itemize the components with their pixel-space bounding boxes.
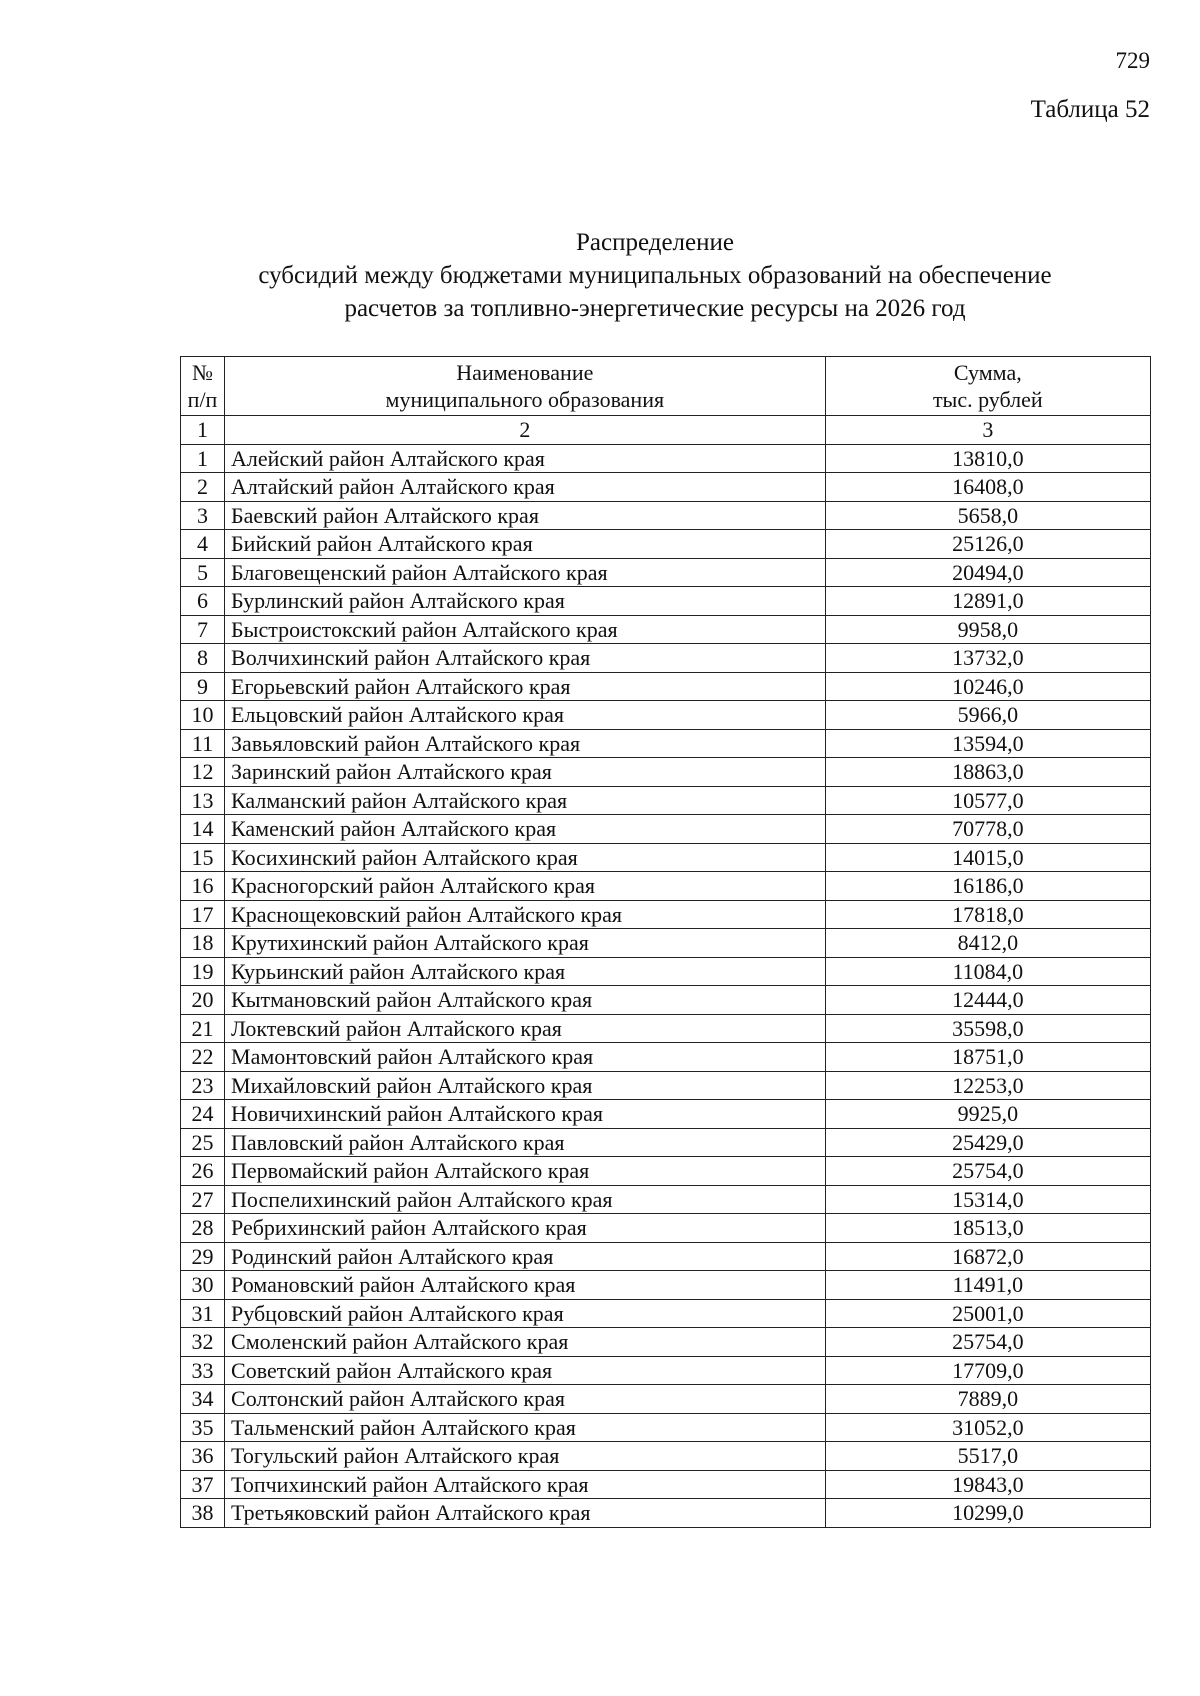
municipality-name: Егорьевский район Алтайского края	[225, 672, 826, 701]
municipality-name: Локтевский район Алтайского края	[225, 1014, 826, 1043]
subsidy-amount: 10246,0	[825, 672, 1150, 701]
table-row	[181, 957, 1151, 986]
table-row	[181, 1014, 1151, 1043]
row-number: 5	[181, 558, 225, 587]
row-number: 19	[181, 957, 225, 986]
column-number-2: 2	[225, 416, 826, 445]
row-number: 30	[181, 1271, 225, 1300]
municipality-name: Поспелихинский район Алтайского края	[225, 1185, 826, 1214]
header-sum-line-1: Сумма,	[953, 360, 1022, 385]
subsidy-amount: 5966,0	[825, 701, 1150, 730]
table-row	[181, 1442, 1151, 1471]
table-row	[181, 843, 1151, 872]
subsidy-amount: 18513,0	[825, 1214, 1150, 1243]
table-row	[181, 672, 1151, 701]
row-number: 10	[181, 701, 225, 730]
municipality-name: Рубцовский район Алтайского края	[225, 1299, 826, 1328]
table-row	[181, 1128, 1151, 1157]
municipality-name: Курьинский район Алтайского края	[225, 957, 826, 986]
municipality-name: Краснощековский район Алтайского края	[225, 900, 826, 929]
table-row	[181, 929, 1151, 958]
municipality-name: Бийский район Алтайского края	[225, 530, 826, 559]
municipality-name: Каменский район Алтайского края	[225, 815, 826, 844]
header-name-line-1: Наименование	[456, 360, 594, 385]
subsidy-amount: 70778,0	[825, 815, 1150, 844]
subsidy-amount: 18863,0	[825, 758, 1150, 787]
table-row	[181, 786, 1151, 815]
row-number: 31	[181, 1299, 225, 1328]
subsidy-amount: 31052,0	[825, 1413, 1150, 1442]
table-row	[181, 444, 1151, 473]
municipality-name: Крутихинский район Алтайского края	[225, 929, 826, 958]
row-number: 3	[181, 501, 225, 530]
municipality-name: Смоленский район Алтайского края	[225, 1328, 826, 1357]
row-number: 27	[181, 1185, 225, 1214]
table-row	[181, 1043, 1151, 1072]
subsidy-amount: 12253,0	[825, 1071, 1150, 1100]
table-row	[181, 1328, 1151, 1357]
table-row	[181, 1299, 1151, 1328]
row-number: 15	[181, 843, 225, 872]
row-number: 28	[181, 1214, 225, 1243]
municipality-name: Солтонский район Алтайского края	[225, 1385, 826, 1414]
municipality-name: Третьяковский район Алтайского края	[225, 1499, 826, 1528]
row-number: 12	[181, 758, 225, 787]
header-num-line-2: п/п	[187, 387, 218, 412]
table-row	[181, 758, 1151, 787]
row-number: 6	[181, 587, 225, 616]
subsidy-amount: 5658,0	[825, 501, 1150, 530]
column-numbers-row	[181, 416, 1151, 445]
subsidy-amount: 10299,0	[825, 1499, 1150, 1528]
row-number: 11	[181, 729, 225, 758]
municipality-name: Топчихинский район Алтайского края	[225, 1470, 826, 1499]
table-row	[181, 1385, 1151, 1414]
municipality-name: Первомайский район Алтайского края	[225, 1157, 826, 1186]
subsidy-amount: 18751,0	[825, 1043, 1150, 1072]
row-number: 8	[181, 644, 225, 673]
subsidy-amount: 5517,0	[825, 1442, 1150, 1471]
table-row	[181, 615, 1151, 644]
municipality-name: Тальменский район Алтайского края	[225, 1413, 826, 1442]
subsidy-amount: 15314,0	[825, 1185, 1150, 1214]
row-number: 14	[181, 815, 225, 844]
municipality-name: Советский район Алтайского края	[225, 1356, 826, 1385]
municipality-name: Новичихинский район Алтайского края	[225, 1100, 826, 1129]
subsidy-amount: 13594,0	[825, 729, 1150, 758]
municipality-name: Красногорский район Алтайского края	[225, 872, 826, 901]
row-number: 25	[181, 1128, 225, 1157]
municipality-name: Кытмановский район Алтайского края	[225, 986, 826, 1015]
municipality-name: Баевский район Алтайского края	[225, 501, 826, 530]
subsidy-amount: 9958,0	[825, 615, 1150, 644]
table-row	[181, 1271, 1151, 1300]
subsidy-amount: 17818,0	[825, 900, 1150, 929]
municipality-name: Алейский район Алтайского края	[225, 444, 826, 473]
subsidy-amount: 13732,0	[825, 644, 1150, 673]
row-number: 37	[181, 1470, 225, 1499]
row-number: 22	[181, 1043, 225, 1072]
municipality-name: Благовещенский район Алтайского края	[225, 558, 826, 587]
subsidy-amount: 25754,0	[825, 1157, 1150, 1186]
document-title	[150, 226, 1160, 325]
row-number: 1	[181, 444, 225, 473]
row-number: 18	[181, 929, 225, 958]
table-row	[181, 729, 1151, 758]
municipality-name: Романовский район Алтайского края	[225, 1271, 826, 1300]
municipality-name: Михайловский район Алтайского края	[225, 1071, 826, 1100]
subsidy-amount: 16408,0	[825, 473, 1150, 502]
row-number: 36	[181, 1442, 225, 1471]
municipality-name: Ребрихинский район Алтайского края	[225, 1214, 826, 1243]
municipality-name: Быстроистокский район Алтайского края	[225, 615, 826, 644]
row-number: 4	[181, 530, 225, 559]
row-number: 34	[181, 1385, 225, 1414]
subsidy-amount: 16872,0	[825, 1242, 1150, 1271]
header-sum	[825, 357, 1150, 416]
subsidy-amount: 25001,0	[825, 1299, 1150, 1328]
header-num-line-1: №	[192, 360, 214, 385]
subsidy-amount: 12444,0	[825, 986, 1150, 1015]
municipality-name: Завьяловский район Алтайского края	[225, 729, 826, 758]
municipality-name: Родинский район Алтайского края	[225, 1242, 826, 1271]
table-row	[181, 1157, 1151, 1186]
header-sum-line-2: тыс. рублей	[932, 387, 1043, 412]
subsidy-amount: 10577,0	[825, 786, 1150, 815]
column-number-3: 3	[825, 416, 1150, 445]
subsidy-amount: 11491,0	[825, 1271, 1150, 1300]
table-row	[181, 986, 1151, 1015]
municipality-name: Павловский район Алтайского края	[225, 1128, 826, 1157]
row-number: 9	[181, 672, 225, 701]
title-line-3: расчетов за топливно-энергетические ресурсы на 2026 год	[344, 295, 966, 322]
table-row	[181, 900, 1151, 929]
row-number: 7	[181, 615, 225, 644]
subsidy-amount: 8412,0	[825, 929, 1150, 958]
table-row	[181, 1214, 1151, 1243]
row-number: 33	[181, 1356, 225, 1385]
table-label: Таблица 52	[1030, 96, 1150, 123]
row-number: 29	[181, 1242, 225, 1271]
column-number-1: 1	[181, 416, 225, 445]
table-row	[181, 1100, 1151, 1129]
row-number: 26	[181, 1157, 225, 1186]
title-line-2: субсидий между бюджетами муниципальных образований на обеспечение	[258, 262, 1052, 289]
subsidy-amount: 14015,0	[825, 843, 1150, 872]
row-number: 13	[181, 786, 225, 815]
municipality-name: Алтайский район Алтайского края	[225, 473, 826, 502]
subsidy-amount: 25754,0	[825, 1328, 1150, 1357]
subsidy-amount: 25429,0	[825, 1128, 1150, 1157]
header-num	[181, 357, 225, 416]
subsidy-amount: 20494,0	[825, 558, 1150, 587]
subsidy-amount: 25126,0	[825, 530, 1150, 559]
subsidy-amount: 17709,0	[825, 1356, 1150, 1385]
table-row	[181, 473, 1151, 502]
table-row	[181, 1071, 1151, 1100]
municipality-name: Ельцовский район Алтайского края	[225, 701, 826, 730]
row-number: 21	[181, 1014, 225, 1043]
municipality-name: Калманский район Алтайского края	[225, 786, 826, 815]
table-row	[181, 501, 1151, 530]
subsidy-amount: 9925,0	[825, 1100, 1150, 1129]
table-row	[181, 530, 1151, 559]
row-number: 38	[181, 1499, 225, 1528]
table-row	[181, 558, 1151, 587]
table-row	[181, 1242, 1151, 1271]
municipality-name: Волчихинский район Алтайского края	[225, 644, 826, 673]
table-row	[181, 1470, 1151, 1499]
table-row	[181, 701, 1151, 730]
table-body	[181, 444, 1151, 1527]
municipality-name: Косихинский район Алтайского края	[225, 843, 826, 872]
row-number: 20	[181, 986, 225, 1015]
row-number: 17	[181, 900, 225, 929]
subsidy-amount: 13810,0	[825, 444, 1150, 473]
row-number: 16	[181, 872, 225, 901]
subsidy-amount: 7889,0	[825, 1385, 1150, 1414]
row-number: 24	[181, 1100, 225, 1129]
table-row	[181, 815, 1151, 844]
table-row	[181, 872, 1151, 901]
table-row	[181, 1356, 1151, 1385]
table-header-row	[181, 357, 1151, 416]
row-number: 23	[181, 1071, 225, 1100]
subsidy-amount: 19843,0	[825, 1470, 1150, 1499]
municipality-name: Заринский район Алтайского края	[225, 758, 826, 787]
table-row	[181, 644, 1151, 673]
row-number: 35	[181, 1413, 225, 1442]
municipality-name: Мамонтовский район Алтайского края	[225, 1043, 826, 1072]
table-row	[181, 587, 1151, 616]
subsidy-table	[180, 356, 1151, 1528]
subsidy-amount: 12891,0	[825, 587, 1150, 616]
table-row	[181, 1499, 1151, 1528]
header-name	[225, 357, 826, 416]
header-name-line-2: муниципального образования	[385, 387, 665, 412]
subsidy-amount: 16186,0	[825, 872, 1150, 901]
table-row	[181, 1185, 1151, 1214]
table-row	[181, 1413, 1151, 1442]
title-line-1: Распределение	[576, 229, 734, 256]
page-number: 729	[1115, 48, 1150, 73]
subsidy-amount: 11084,0	[825, 957, 1150, 986]
subsidy-amount: 35598,0	[825, 1014, 1150, 1043]
row-number: 32	[181, 1328, 225, 1357]
municipality-name: Бурлинский район Алтайского края	[225, 587, 826, 616]
municipality-name: Тогульский район Алтайского края	[225, 1442, 826, 1471]
row-number: 2	[181, 473, 225, 502]
